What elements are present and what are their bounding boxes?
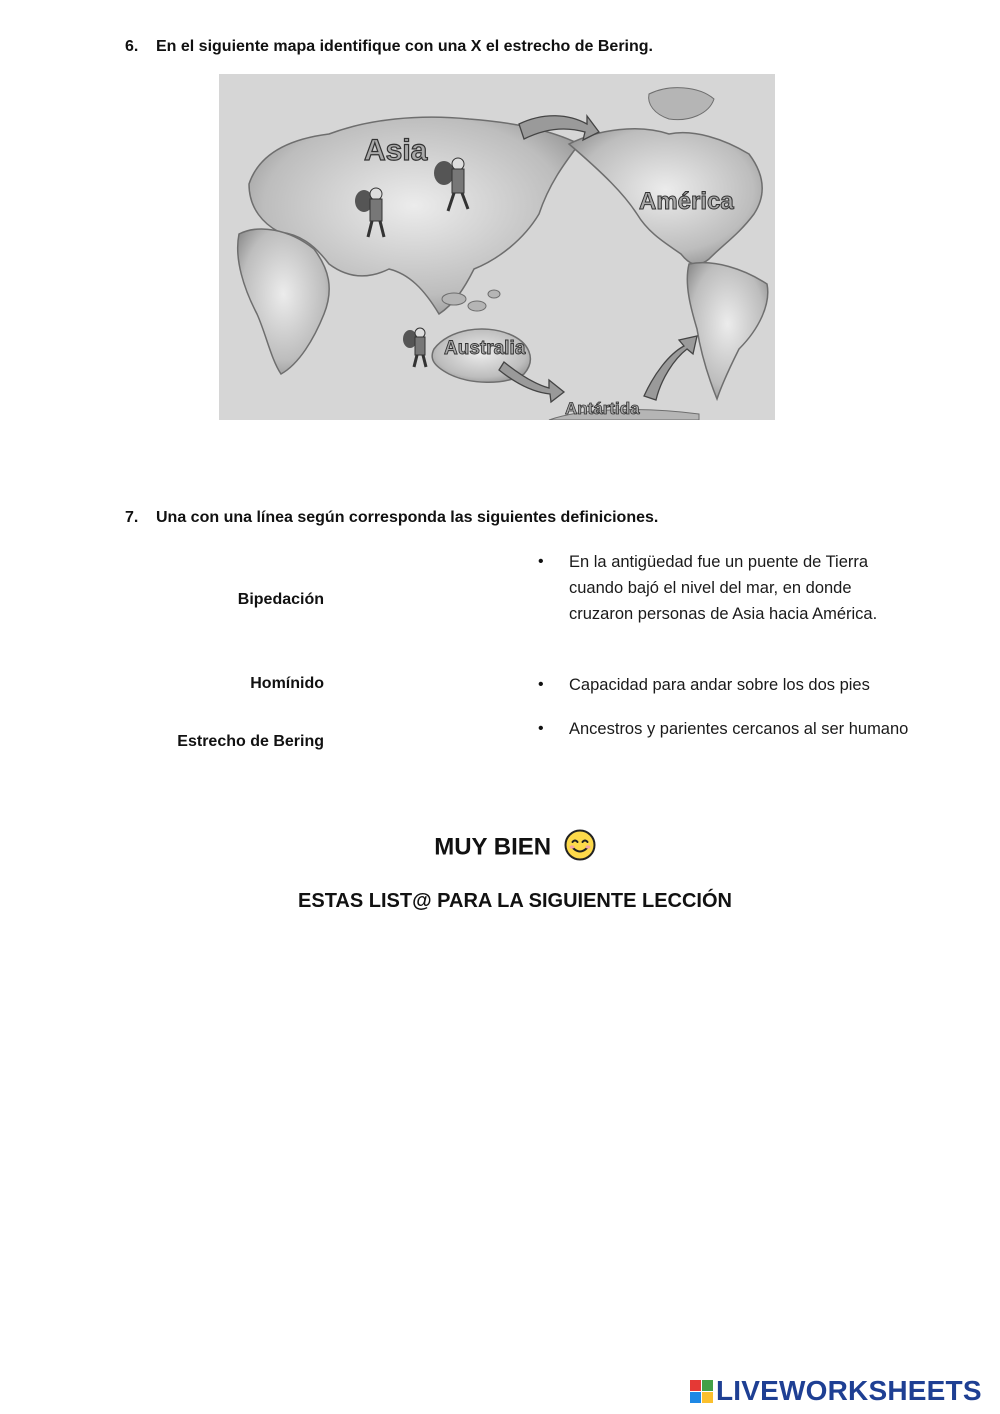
praise-heading xyxy=(0,832,1000,864)
question-6 xyxy=(125,38,653,56)
ready-message: ESTAS LIST@ PARA LA SIGUIENTE LECCIÓN xyxy=(298,890,732,912)
map-label-antartida: Antártida xyxy=(565,399,640,418)
term-hominido[interactable]: Homínido xyxy=(250,675,324,692)
logo-mark-icon xyxy=(690,1380,713,1403)
question-7-number: 7. xyxy=(125,509,139,526)
question-6-text: En el siguiente mapa identifique con una X el estrecho de Bering. xyxy=(156,38,653,55)
logo-text: LIVEWORKSHEETS xyxy=(716,1375,982,1406)
smiling-face-icon xyxy=(564,829,596,861)
map-label-australia: Australia xyxy=(444,338,526,359)
bullet-icon: • xyxy=(538,676,544,693)
question-6-number: 6. xyxy=(125,38,139,55)
term-bipedacion[interactable]: Bipedación xyxy=(237,591,324,608)
liveworksheets-logo[interactable] xyxy=(690,1374,982,1408)
bullet-icon: • xyxy=(538,720,544,737)
map-label-asia: Asia xyxy=(364,134,428,167)
bullet-icon: • xyxy=(538,553,544,570)
map-label-america: América xyxy=(639,188,734,215)
praise-text: MUY BIEN xyxy=(434,833,552,861)
definition-capacidad-andar[interactable]: Capacidad para andar sobre los dos pies xyxy=(569,676,870,694)
world-map[interactable] xyxy=(219,74,775,420)
question-7 xyxy=(125,509,658,527)
term-estrecho-de-bering[interactable]: Estrecho de Bering xyxy=(177,733,324,750)
definition-puente-de-tierra[interactable]: En la antigüedad fue un puente de Tierra cuando bajó el nivel del mar, en donde cruzaron personas de Asia hacia América. xyxy=(569,553,878,623)
definition-ancestros[interactable]: Ancestros y parientes cercanos al ser humano xyxy=(569,720,909,738)
question-7-text: Una con una línea según corresponda las siguientes definiciones. xyxy=(156,509,659,526)
